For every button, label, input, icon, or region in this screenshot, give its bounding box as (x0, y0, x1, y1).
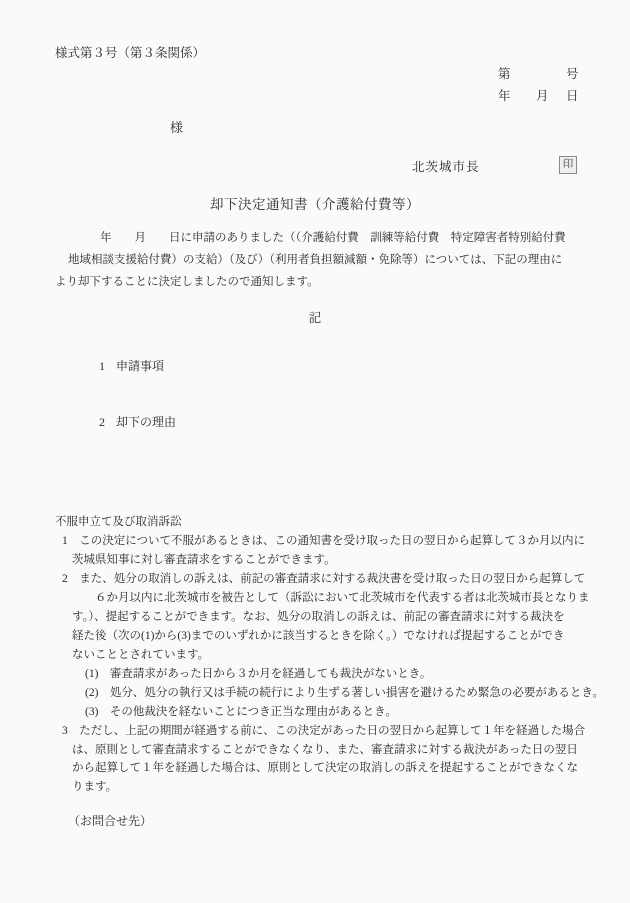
body-line: より却下することに決定しましたので通知します。 (55, 276, 319, 288)
doc-number-prefix: 第 (498, 67, 511, 81)
appeal-line: から起算して１年を経過した場合は、原則として決定の取消しの訴えを提起することができなくな (72, 762, 578, 774)
item-label: 却下の理由 (116, 414, 177, 429)
appeal-line: す。）、提起することができます。なお、処分の取消しの訴えは、前記の審査請求に対する裁決を (72, 611, 565, 623)
date-year-label: 年 (498, 89, 511, 103)
item-label: 申請事項 (116, 358, 165, 373)
body-line: 地域相談支援給付費）の支給）（及び）（利用者負担額減額・免除等）については、下記の理由に (68, 254, 563, 266)
seal-label: 印 (562, 158, 574, 170)
date-month-label: 月 (536, 89, 549, 103)
appeal-line: は、原則として審査請求することができなくなり、また、審査請求に対する裁決があった日の翌日 (72, 744, 578, 756)
appeal-line: 1 この決定について不服があるときは、この通知書を受け取った日の翌日から起算して３か月以内に (62, 535, 586, 547)
item-number: 2 (99, 414, 105, 429)
appeal-line: (1) 審査請求があった日から３か月を経過しても裁決がないとき。 (85, 668, 432, 680)
doc-number-suffix: 号 (566, 67, 579, 81)
list-item (87, 346, 164, 387)
appeal-line: (2) 処分、処分の執行又は手続の続行により生ずる著しい損害を避けるため緊急の必要があるとき。 (85, 687, 604, 699)
appeal-line: (3) その他裁決を経ないことにつき正当な理由があるとき。 (85, 706, 397, 718)
appeal-line: 経た後（次の(1)から(3)までのいずれかに該当するときを除く。）でなければ提起することができ (72, 630, 565, 642)
appeal-line: 2 また、処分の取消しの訴えは、前記の審査請求に対する裁決書を受け取った日の翌日から起算して (62, 573, 586, 585)
item-number: 1 (99, 358, 105, 373)
contact-label: （お問合せ先） (68, 814, 153, 828)
appeal-line: 3 ただし、上記の期間が経過する前に、この決定があった日の翌日から起算して１年を経過した場合 (62, 725, 586, 737)
document-title: 却下決定通知書（介護給付費等） (210, 197, 420, 212)
official-seal-icon (559, 156, 577, 174)
ki-separator: 記 (308, 311, 322, 325)
date-day-label: 日 (566, 89, 579, 103)
appeal-heading: 不服申立て及び取消訴訟 (55, 516, 182, 528)
appeal-line: ります。 (72, 781, 118, 793)
body-line: 年 月 日に申請のありました（（介護給付費 訓練等給付費 特定障害者特別給付費 (100, 232, 566, 244)
form-number-label: 様式第３号（第３条関係） (55, 46, 206, 60)
appeal-line: 茨城県知事に対し審査請求をすることができます。 (72, 554, 336, 566)
mayor-name: 北茨城市長 (412, 160, 480, 174)
appeal-line: ６か月以内に北茨城市を被告として（訴訟において北茨城市を代表する者は北茨城市長となりま (95, 592, 590, 604)
addressee-honorific: 様 (170, 120, 184, 135)
appeal-line: ないこととされています。 (72, 649, 210, 661)
list-item (87, 402, 176, 443)
